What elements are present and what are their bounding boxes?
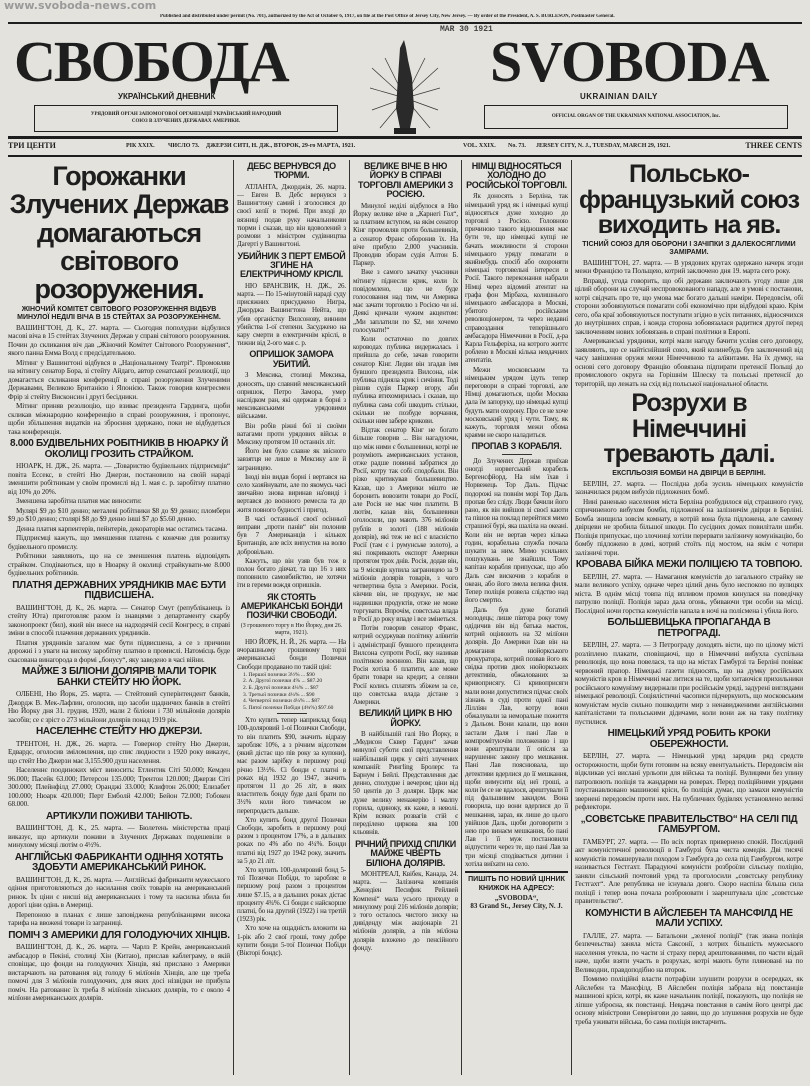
- article-headline: ПОМІЧ З АМЕРИКИ ДЛЯ ГОЛОДУЮЧИХ ХІНЦІВ.: [8, 929, 230, 941]
- dateline-bar: [8, 141, 802, 153]
- news-article: [575, 729, 803, 812]
- official-organ-en: OFFICIAL ORGAN OF THE UKRAINIAN NATIONAL ASSOCIATION, Inc.: [551, 113, 721, 119]
- dateline-top-rule: [8, 136, 802, 139]
- article-paragraph: Мітинг у Вашингтоні відбувся в „Національному Театрі“. Промовляв на мітингу сенатор Бора, зі стейту Айдаго, автор сенатської резолюції, що домагається скликання конференції в справі розоруження Злученими Державами, Великою Британією і Японією. Також говорив конгресмен Фрір зі стейту Висконсин і другі бесідники.: [8, 358, 230, 401]
- article-paragraph: Перепоною в планах є лише заповіджена републіканцями висока тарифа на ввожені товари із заграниці.: [8, 910, 230, 928]
- article-headline: ОПРИШОК ЗАМОРА УБИТИЙ.: [249, 349, 334, 369]
- news-article: [575, 909, 803, 1027]
- article-paragraph: Вправді, угода говорить, що обі держави заключають угоду лише для цілий оборони на случай неспровокованого нападу, але в умові є постанови, котрі свідчать про те, що умова має богато дальші наміри. Передовсім, обі сторони зобовязуються помагати собі економічно при відбудові краю. Крім сего, оба краї зобовязуються поступати згідно в усіх питаннях, відносячихся до внутрішних справ, і кожда сторона зобовязалася радитися другої перед заключенням нових зобовязань в справі політики в Европі.: [575, 276, 803, 336]
- statue-of-liberty-emblem-icon: [370, 38, 440, 143]
- article-paragraph: ГАМБУРГ, 27. марта. — По всіх портах привернено спокій. Послідний акт комуністичної революції в Гамбурзі була чиста комедія. Дві тисячі комуністів помашерували походом з Гамбурга до села під Гамбургом, котре називається Гестгахт. Парадуючі комуністи розброїли сільську поліцію, заняли сільський почтовий уряд та проголосили „совєтську републику Гестгахт“. Але република не існувала довго. Скоро наспіла більша сила поліції і тепер вона почала розброювати і заарештувала цілє „совєтське правительство“.: [575, 837, 803, 906]
- article-paragraph: Робітники заявляють, що на се зменшення платень відповідять страйком. Сподіваються, що в Нюарку й околиці страйкувати-ме 8.000 будівельних робітників.: [8, 552, 230, 578]
- bond-price-item: 4. Четвертої позички 4¼% ... $87: [243, 698, 320, 705]
- news-article: [465, 162, 568, 439]
- issue-number-uk: ЧИСЛО 73.: [168, 143, 200, 149]
- article-paragraph: Відтак сенатор Кінг не богато більше говорив ... Він нагадуючи, що між ними є большевики, котрі не розуміють американських установ, отже радше повинні забратися до Росії, котру так собі сподобали. Він різко критикував большевицтво. Казав, що з Америки мішто не боронить вовозити товари до Росії, але Росія не має чим платити. В лютім, казав він, большевики оголосили, що мають 376 мілїонів рублів в золоті (188 мілїонів долярів), які теж не всі є власністю Росії (там є і румунське золото), а які покривають експорт Америки протягом трох днів. Росія, додав він, за 9 місяців купила заграницею за 9 мілїонів долярів товарів, з чого четвертина була з Америки. Росія, кінчив він, не продукує, не має надвишки продуктів, отже не може торгувати. Впрочім, совєтська влада в Росії до року впаде і все змінеться.: [353, 426, 458, 623]
- article-paragraph: ВАШИНГТОН, Д. К., 26. марта. — Сенатор Смут (републіканець із стейту Юта) приготовляє разом із знавцями з департаменту скарбу законопроект (бил), який він внесе на надходячій сесії Конгресу, в справі зміни в способі плачення державних урядників.: [8, 603, 230, 638]
- article-paragraph: Він робів ріжні бої зі своїми ватагами проти урядових військ в Мексику протягом 10 останніх літ.: [237, 421, 346, 446]
- article-headline: ДЕБС ВЕРНУВСЯ ДО ТЮРМИ.: [247, 161, 336, 181]
- column-divider: [349, 160, 350, 1075]
- article-headline: БОЛЬШЕВИЦЬКА ПРОПАГАНДА В ПЕТРОГРАДІ.: [607, 617, 771, 639]
- news-article: [8, 581, 230, 665]
- news-article: [575, 560, 803, 615]
- article-paragraph: ГАЛЛЕ, 27. марта. — Батальони „зеленої поліції“ (так звана поліція безпечеьства) заняла міста Саксонії, з котрих більшість мужеського населення утекла, по части зі страху перед арештованнями, по части відай наче, щоби взяти участь в розрухах, котрі мають бути пляновані на по Великодни, правдоподібно на второк.: [575, 931, 803, 974]
- subtitle-ukrainian-daily-uk: УКРАЇНСЬКИЙ ДНЕВНИК: [118, 92, 216, 101]
- article-paragraph: Помимо поліційні власти потрафіли злушити розрухи в осередках, як Айслебен та Мансфілд. В Айслебен поліція забрала від повстанців машинові кріси, котрі, як каже начальник поліції, показують, що поліція не ліпше узброєна, як повстанці. Невдача повстання в самім його центрі дає основу міністрови Северінгови до заяви, що до злушення розрухів не буде треба уживати війська, бо сама поліція вистарчить.: [575, 975, 803, 1026]
- article-headline: АНГЛІЙСЬКІ ФАБРИКАНТИ ОДІННЯ ХОТЯТЬ ЗДОБУТИ АМЕРИКАНСЬКИЙ РИНОК.: [14, 851, 224, 874]
- news-article: [8, 812, 230, 850]
- article-paragraph: БЕРЛІН, 27. марта. — Німецький уряд зарядив ряд средств осторожности, щоби бути готовим на всяку евентуальність. Передовсім він відкликав усі вислані урльопи для війська та поліції. Вулицями без упину патролюють поліція та жандарми на роверах. Перед поліційними урядами поустанавлювано машинові кріси, бо поліція думає, що замахи комуністів звернені передовсім проти них. На публичних будівлях установлено великі рефлектори.: [575, 752, 803, 812]
- news-article: [575, 815, 803, 906]
- official-organ-box-uk: [34, 105, 338, 132]
- article-headline: „СОВЄТСЬКЕ ПРАВИТЕЛЬСТВО“ НА СЕЛІ ПІД ГАМБУРГОМ.: [580, 813, 798, 836]
- article-headline: Горожанки Злучених Держав домагаються світового розоружения.: [9, 161, 229, 305]
- column-5: [575, 160, 803, 1029]
- news-article: [237, 593, 346, 958]
- news-article: [575, 618, 803, 726]
- headline-rule: [502, 454, 532, 455]
- article-paragraph: ВАШИНГТОН, Д. К., 25. марта. — Бюлетень міністерства праці виказує, що артикули поживи в Злучених Державах подешевіли в минулому місяці лютім о 4½%.: [8, 824, 230, 850]
- list-rule: [277, 713, 307, 714]
- article-paragraph: Хто купить бонд другої Позички Свободи, заробить в першому році разом з процентом 17%, а в дальших роках по 4% або по 4¼%. Бонди платні від 1927 до 1942 року, значить за 5 до 21 літ.: [237, 815, 346, 865]
- article-paragraph: Хто купить 100-доляровий бонд 5-тої Позички Побіди, то заробляє в першому році разом з процентом лише $7.15, а в дальших роках дістає проценту 4¾%. Сі бонди є найскорше платні, бо на другий (1922) і на третій (1923) рік.: [237, 865, 346, 924]
- article-paragraph: Вже з самого зачатку учасники мітингу піднесли крик, коли їх повідомлено, що не буде голосовання над тим, чи Америка має зачати торговлю з Росією чи ні. Деякі кричали чужим акцентом: „Ми заплатили по $2, ми хочемо голосувати!“: [353, 268, 458, 334]
- article-paragraph: Коли остаточно по довгих короводах публика видержалась і прийшла до себе, зачав говорити сенатор Кінг. Ледви він згадав імя бувшого президента Вилсона, ніж публика підняла крик і сичіння. Тоді рішив судія Паркер вгору, аби публика втихомирилась і сказав, що публика сама собі шкодить стільки, скільки не позбуде ворчання, скільки ним забере крикови.: [353, 335, 458, 426]
- watermark: www.svoboda-news.com: [4, 0, 157, 12]
- article-paragraph: Підприємці кажуть, що зменшення платень є конечне для розвитку будівельного промислу.: [8, 534, 230, 551]
- article-paragraph: З Мексика, столиці Мексика, доносять, що славний мексиканський опришок, Петро Замора, умер наслідком ран, які одержав в борні з мексиканськими урядовими військами.: [237, 371, 346, 421]
- price-uk: ТРИ ЦЕНТИ: [8, 141, 56, 150]
- news-article: [8, 439, 230, 578]
- article-paragraph: АТЛАНТА, Джорджія, 26. марта. — Евген В. Дебс вернувся з Вашингтону самий і зголосився до своєї келії в тюрмі. При вході до вязниці подав руку начальникови тюрми і сказав, що він вдоволений з розмови з міністром судівництва Дагерті у Вашингтоні.: [237, 182, 346, 249]
- article-headline: РІЧНИЙ ПРИХІД СПІЛКИ МАЙЖЕ ЧВЕРТЬ БІЛІОНА ДОЛЯРІВ.: [355, 838, 456, 868]
- news-article: [353, 840, 458, 952]
- article-headline: ВЕЛИКИЙ ЦИРК В НЮ ЙОРКУ.: [359, 708, 452, 728]
- article-paragraph: Його імя було славне як звісного завзятця не лише в Мексику але й заграницею.: [237, 447, 346, 472]
- article-paragraph: Кажуть, що він узяв був теж в полон богато дівчат, та що 16 з них поповнило самовбийство, не хотячи іти в гереми вождя опришків.: [237, 556, 346, 590]
- article-paragraph: БЕРЛІН, 27. марта. — Послідна доба зусиль німецьких комуністів зазначилася рядом вибухів підложених бомб.: [575, 479, 803, 497]
- article-headline: КРОВАВА БІЙКА МЕЖИ ПОЛІЦІЄЮ ТА ТОВПОЮ.: [575, 559, 803, 571]
- column-divider: [233, 160, 234, 1075]
- article-paragraph: Минулої неділі відбулося в Ню Йорку велике віче в „Карнегі Гол“, за платним вступом, на якім сенатор Кінг промовляв проти большевиків, а сенатор Франс оборонив їх. На віче прибуло 2,000 учасників. Проводив зборам судія Алтон Б. Паркер.: [353, 201, 458, 268]
- article-paragraph: В часі останньої своєї осінньої виправи „проти панів“ він полонив був 7 Американців і кількох Британців, але всіх випустив на волю добровільно.: [237, 514, 346, 556]
- subtitle-ukrainian-daily-en: UKRAINIAN DAILY: [580, 92, 658, 101]
- article-headline: Польсько-французький союз виходить на яв.: [578, 160, 800, 239]
- article-paragraph: Денна платня карпентерів, пейнтерів, декораторів має остатись тасама.: [16, 524, 228, 533]
- article-paragraph: БЕРЛІН, 27. марта. — Намагання комуністів до загального страйку не мали великого успіху, одначе через цілий день було неспокою по вулицях міста. В однім місці товпа під впливом промов кинулася на поведічку патрулю поліції. Поліція зараз дала огонь, убиваючи три особи на місці. Послідної ночи горстка комуністів напала в ночі на полісмена і убила його.: [575, 572, 803, 615]
- article-paragraph: Зменшена заробітна платня має виносити:: [16, 497, 142, 506]
- column-divider: [461, 160, 462, 1075]
- article-headline: АРТИКУЛИ ПОЖИВИ ТАНІЮТЬ.: [45, 810, 193, 822]
- article-headline: УБИЙНИК З ПЕРТ ЕМБОЙ ЗГИНЕ НА ЕЛЕКТРИЧНОМУ КРІСЛІ.: [237, 250, 346, 280]
- article-paragraph: Як доносять з Берліна, так німецький уряд як і німецькі купці відносяться дуже холодно до торговлі з Росією. Головною причиною такого відношення має бути те, що німецькі купці не бачать можливости зі сторони німецького уряду помагати в якийнебудь спосіб або охороняти німецькі торговельні інтереси в Росії. Такого переконання набрали Німці через відомий атентат на графа фон Мірбаха, колишнього німецького амбасадора в Москві, убитого російським революціонером, та через недавні справоздання теперішнього амбасадора Німеччини в Росії, д-ра Карла Гельферіха, на котрого життє роблено в Москві кілька невдачних атентатів.: [465, 192, 568, 365]
- issue-number-en: No. 73.: [508, 143, 526, 149]
- column-4: [465, 160, 568, 911]
- article-paragraph: Межи московським та німецьким урядом ідуть тепер переговори в справі торговлі, але Німці домагаються, щоби Москва дала їм запоруку, що німецькі купці будуть мати охорону. Про се не хоче московський уряд і чути. Тому, як кажуть, торговля межи обома краями не скоро наладиться.: [465, 365, 568, 440]
- news-article: [575, 162, 803, 388]
- article-paragraph: ВАШИНГТОН, Д. К., 26. марта. — Чарлз Р. Крейн, американський амбасадор в Пекіні, столиці Хін (Китаю), прислав каблеграму, в якій сповіщає, що фонди на голодуючих Хінців, які прислано з Америки вистарчають на ратовання від голоду 6 мілїонів Хінців, але ще треба помочі для 3 мілїонів голодуючих, для яких досі нізвідки не прибула поміч. На ратованнє їх треба 8 мілїонів хінських долярів, то є около 4 мілїони американських долярів.: [8, 943, 230, 1003]
- news-article: [575, 391, 803, 557]
- official-organ-line2: СОЮЗ В ЗЛУЧЕНИХ ДЕРЖАВАХ АМЕРИКИ.: [131, 118, 241, 124]
- article-headline: ПРОПАВ З КОРАБЛЯ.: [471, 441, 562, 452]
- article-source-note: (З грошевого торгу в Ню Йорку, дня 26. марта, 1921).: [240, 622, 343, 636]
- year-uk: РІК XXIX.: [126, 143, 155, 149]
- article-paragraph: Американські урядники, котрі мали нагоду бачити услівя сего договору, заявляють, що се найтіснійший союз, який колинебудь був заключений від часу завішення оружя межи Німеччиною та алїянтами. На їх думку, на основі сего договору Францію обовязана підпирати претенсії Польщі до промислового округа на Горішнім Шлеску та польські претенсії до територій, що лежать на схід від польської національної области.: [575, 337, 803, 388]
- bond-price-item: 1. Першої позички 3½% ... $90: [243, 671, 315, 678]
- news-article: [353, 709, 458, 837]
- bond-price-item: 3. Третьої позички 4¼% ... $90: [243, 691, 315, 698]
- article-headline: 8.000 БУДІВЕЛЬНИХ РОБІТНИКІВ В НЮАРКУ Й ОКОЛИЦІ ГРОЗИТЬ СТРАЙКОМ.: [9, 438, 228, 460]
- article-headline: НІМЕЦЬКИЙ УРЯД РОБИТЬ КРОКИ ОБЕРЕЖНОСТИ.: [607, 728, 771, 750]
- article-paragraph: Мулярі $9 до $10 денно; металеві робітники $8 до $9 денно; пломбери $9 до $10 денно; столярі $8 до $9 денно інші $7 до $5.60 денно.: [8, 506, 230, 524]
- title-latin: SVOBODA: [490, 29, 769, 94]
- article-headline: ПЛАТНЯ ДЕРЖАВНИХ УРЯДНИКІВ МАЄ БУТИ ПІДВИСШЕНА.: [12, 579, 226, 602]
- ad-address: 83 Grand St., Jersey City, N. J.: [470, 902, 563, 911]
- price-en: THREE CENTS: [745, 141, 802, 150]
- news-article: [8, 931, 230, 1003]
- official-organ-line1: УРЯДОВИЙ ОРГАН ЗАПОМОГОВОЇ ОРГАНІЗАЦІЇ УКРАЇНСЬКИЙ НАРОДНИЙ: [90, 112, 282, 117]
- article-paragraph: В найбільшій галі Ню Йорку, в „Медисон Сквер Гарден“ зачав минулої суботи свої представлення найбільший цирк у світі злучених компаній: Рингling Бролерс та Барнум і Бейлі. Представлення дає денно, сполудне і вечером; ціни від 50 центів до 3 доляри. Цирк має дуже велику менажерію і малпу горила, одиноку, як каже, в неволі. Крім всяких розвагів стій є переділено циркова ява 100 кльовнів.: [353, 730, 458, 837]
- date-en: JERSEY CITY, N. J., TUESDAY, MARCH 29, 1921.: [536, 143, 671, 149]
- article-paragraph: БЕРЛІН, 27. марта. — З Петрограду доходять вісти, що по цілому місті розліплено плакати, сповіщаючі, що в Німеччині вибухла суспільна революція, що вона повелася, та що на містах Гамбурзі та Берліні повіває червоний прапор. Німецькі газети підносять, що на думку російських комуністів кров в Німеччині має литися на те, щоби хитаючіся прихильники російського комунізму видержали при російськім уряді, задурені виглядами німецької революції. Соціялістичні часописи підчеркують, що московським комуністам мусів сильно пошкодити мир з ненавидженими англійськими капіталістами та польськими дідичами, коли вони аж на таку політику пустилися.: [575, 641, 803, 726]
- title-cyrillic: СВОБОДА: [14, 29, 288, 94]
- article-paragraph: НЮ БРАНСВИК, Н. ДЖ., 26. марта. — По 15-мінутовій нараді суду присяжних присуджено Нигра, Джорджа Вашингтона Нейта, що убив органістку Вилсонову, винним убийства 1-ої степени. Засуджено на кару смерти в електричнім кріслі, в тижни від 2-ого мая с. р.: [237, 281, 346, 348]
- article-headline: МАЙЖЕ 3 БІЛІОНИ ДОЛЯРІВ МАЛИ ТОРІК БАНКИ СТЕЙТУ НЮ ЙОРК.: [21, 666, 217, 688]
- news-article: [237, 252, 346, 348]
- article-paragraph: ТРЕНТОН, Н. ДЖ., 26. марта. — Говернор стейту Ню Джерзи, Едвардс, оголосив зміломлення, що спис людности з 1920 року виказує, що стейт Ню Джерзи має 3,155.900 душ населення.: [8, 739, 230, 765]
- article-paragraph: ОЛБЕНІ, Ню Йорк, 25. марта. — Стейтовий суперінтендент банків, Джордж В. Мек-Лафлин, оголосив, що засоби щадничих банків в стейті Ню Йорку дня 31. грудня, 1920, мали 2 біліони і 730 мільйонів долярів засобів; се є зріст о 273 мільйони долярів понад 1919 рік.: [8, 690, 230, 724]
- official-organ-box-en: [484, 105, 788, 129]
- news-article: [237, 162, 346, 249]
- article-paragraph: НЮАРК, Н. ДЖ., 26. марта. — „Товариство будівельних підприємців“ повіта Ессекс, в стейті Ню Джерзи, постановило на своїй нараді зменшити робітникам у своїм промислі від 1. мая с. р. заробітну платню від 10% до 20%.: [8, 462, 230, 496]
- article-paragraph: До Злучених Держав приїхав оногді норвегський корабель Бергенсфйорд. На нім їхав і Норвежець Тор Даль. Підчас подорожі на повнім морі Тор Даль пропав без сліду. Люди бачили його рано, як він вийшов зі своєї каюти та пішов на поклад перейтися мимо страшної бурі, яка шаліла на океані. Коли він не вертав через кілька годин, корабельна служба почала шукати за ним. Мимо усильних пошукувань не знайшли. Тому капітан корабля припускає, що або Даль сам вискочив з корабля в океан, або його змела велика филя. Тепер поліція розвела слідство над його смертю.: [465, 456, 568, 605]
- bond-price-item: 2. А. Другої позички 4% ... $87.20: [243, 678, 323, 685]
- column-1: [8, 160, 230, 1006]
- article-headline: НІМЦІ ВІДНОСЯТЬСЯ ХОЛОДНО ДО РОСІЙСЬКОЇ ТОРГОВЛІ.: [466, 161, 567, 190]
- article-headline: КОМУНІСТИ В АЙСЛЕБЕН ТА МАНСФІЛД НЕ МАЛИ УСПІХУ.: [585, 907, 793, 930]
- article-paragraph: ВАШИНГТОН, 27. марта. — В урядових кругах одержано начерк згоди межи Францією та Польщею, котрий заключено дня 19. марта сего року.: [575, 258, 803, 276]
- column-3: [353, 160, 458, 955]
- article-subheadline: ЕКСПЛЬОЗІЯ БОМБИ НА ДВІРЦИ В БЕРЛІНІ.: [612, 469, 766, 477]
- article-subheadline: ЖІНОЧИЙ КОМІТЕТ СВІТОВОГО РОЗОРУЖЕННЯ ВІДБУВ МИНУЛОЇ НЕДІЛІ ВІЧА В 15 СТЕЙТАХ ЗА РОЗОРУЖЕННЄМ.: [17, 305, 221, 321]
- article-headline: НАСЕЛЕННЄ СТЕЙТУ НЮ ДЖЕРЗИ.: [36, 726, 202, 738]
- bond-price-item: 2. Б. Другої позички 4¼% ... $87: [243, 684, 319, 691]
- article-paragraph: Даль був дуже богатий молодець; лише півтора року тому одідичив він від батька маєток, котрий оцінюють на 32 мілїони долярів. До Америки їхав він на домагання нюйоркського прокуратора, котрий позвав його як свідка против двох нюйоркських детективів, обжалованих за кривоприсягу. Сі кривоприсяги мали вони допуститися підчас своїх зізнань в суді проти одної пані Лілліян Лав, котру вони обжалували за неморальне пожиття з Дальом. Вони казали, що вони застали Даля і пані Лав в компромітуючім положенню і що вони арештували її опісля за нарушеннє закону про мешкання. Пані Лав пояснювала, що детективи вдерлися до її мешкання, щоби вимусити від неї гроші, а коли їм се не вдалося, арештували її під фальшивим закидом. Вона говорила, що вони вдерлися до її мешкання, зараз, як лише до цього увійшов Даль, щоби договорити з нею про винаєм мешкання, бо пані Лав і її муж постановили відпустити через те, що пані Лав за три місяці сподівається дитини і хотіла виїхати на село.: [465, 605, 568, 868]
- article-paragraph: Платня урядників загалом має бути підвисшена, а се з причини дорожні і з уваги на високу заробітну платню в промислі. Натомісць буде скасована винагорода в формі „бонусу“, яку заведено в часі війни.: [8, 638, 230, 664]
- ad-text: ПИШІТЬ ПО НОВИЙ ЦІННИК КНИЖОК НА АДРЕСУ:: [468, 876, 565, 892]
- article-subheadline: ТІСНИЙ СОЮЗ ДЛЯ ОБОРОНИ І ЗАЧІПКИ З ДАЛЕКОСЯГЛИМИ ЗАМІРАМИ.: [582, 240, 796, 256]
- news-article: [8, 162, 230, 436]
- volume-en: VOL. XXIX.: [463, 143, 496, 149]
- news-article: [237, 350, 346, 589]
- news-article: [353, 162, 458, 706]
- article-paragraph: ВАШИНГТОН, Д. К., 26. марта. — Англійські фабриканти мужеського одіння приготовляються до насилання своїх товарів на американський ринок. Їх ціни є нисші від американських і тому та насилка збила би дорогі ціни одінь в Америці.: [8, 875, 230, 910]
- bond-price-list: [243, 672, 346, 712]
- bond-price-item: 5. Пятої позички Побіди (4¾%) $97.60: [243, 704, 334, 711]
- column-divider: [571, 160, 572, 1075]
- date-uk: ДЖЕРЗИ СИТІ, Н. ДЖ., ВТОРОК, 29-го МАРТА, 1921.: [206, 143, 356, 149]
- article-paragraph: НЮ ЙОРК, Н. Й., 26. марта. — На вчорашньому грошевому торзі американські бонди Позички Свободи продавано по такій ціні:: [237, 637, 346, 671]
- received-date-stamp: MAR 30 1921: [440, 25, 493, 34]
- column-2: [237, 160, 346, 960]
- article-paragraph: Хто хоче на ощадність вложити на 1-рік або 2 свої гроші, тому добре купити бонди 5-тої Позички Побіди (Вікторі бондс).: [237, 924, 346, 957]
- article-paragraph: Населеннє поодиноких міст виносить: Етлентик Сіті 50.000; Кемден 96.000; Пасейк 63.000; Петерсон 135.000; Трентон 120.000; Джерзи Сіті 300.000; Плейнфілд 27.000; Оранджі 33.000; Клифтон 26.000; Елизабет 100.000; Нюарк 420.000; Перт Емболй 42.000; Бейон 72.000; Гобокен 68.000.: [8, 766, 230, 809]
- article-paragraph: ВАШИНГТОН, Д. К., 27. марта. — Сьогодня пополудни відбулися масові віча в 15 стейтах Злучених Держав у справі світового розоружения. Почин до скликання віч дав „Жіночий Комітет Світового Розоружения“, якого панна Емма Волд є предсідателькою.: [8, 323, 230, 358]
- news-article: [465, 442, 568, 868]
- news-article: [8, 727, 230, 809]
- article-paragraph: МОНТРЕАЛ, Квібек, Канада, 24. марта. — Залізнича компанія „Кенедіен Песифик Рейлвей Компені“ мала усього приходу в минулому році 216 мілїонів долярів; з того осталось чистого зиску на дивіденду між акціонарів 21 мілїонів долярів, а пів мілїона долярів вложено до пенсійного фонду.: [353, 869, 458, 952]
- article-headline: ЯК СТОЯТЬ АМЕРИКАНСЬКІ БОНДИ ПОЗИЧКИ СВОБОДИ.: [240, 591, 343, 621]
- book-catalog-ad: [465, 871, 568, 911]
- postal-permit-notice: Published and distributed under permit (No. 701), authorized by the Act of October 6, 1917, on file at the Post Office of Jersey City, New Jersey. — By order of the President, A. S. BURLESON, Postmaster General.: [160, 14, 615, 19]
- news-article: [8, 667, 230, 724]
- article-headline: Розрухи в Німеччині тревають далі.: [603, 389, 775, 469]
- article-paragraph: Потім говорив сенатор Франс, котрий осуджував політику алїянтів і адміністрації бувшого президента Вилсона супроти Росії, яку називав політикою воєнною. Він казав, що Росія хотіла б платити, але може брати товари на кредит, а селяни Росії колись сплатять збіжем за се, що совєтська влада дістане з Америки.: [353, 624, 458, 706]
- ad-name: „SVOBODA“,: [494, 893, 539, 902]
- article-headline: ВЕЛИКЕ ВІЧЕ В НЮ ЙОРКУ В СПРАВІ ТОРГОВЛІ АМЕРИКИ З РОСІЄЮ.: [357, 161, 454, 200]
- article-paragraph: Мітинг приняв резолюцію, що взиває президента Гардинга, щоби скликав міжнародню конференцію в справі розоружения, і пропонує, щоби збільшення видатків на зброєння здержано, поки не відбудеться така конференція.: [8, 402, 230, 436]
- masthead-top-rule: [8, 22, 802, 24]
- news-article: [8, 853, 230, 928]
- article-paragraph: Нині раненько населення міста Берліна розбудилося від страшного гуку, спричиненого вибухом бомби, підложеної на залізничім двірци в Берліні. Бомба знищила зовсім комнату, в котрій вона була підложена, але самому двірцеви не зробила більшої шкоди. По сусідних домах повилітали шиби. Поліція припускає, що злочинці хотіли перервати залізничу комунікацію, бо бомбу підложено в домі, котрий стоїть під мостом, на якім є чотири залізничі тори.: [575, 497, 803, 557]
- article-paragraph: Іноді він видав борні і вертався на село хазяйнувати, але по якомусь часі звичайно знова виринав на'овиді і вертався до воєнного ремесла та до житя повного будності і пригод.: [237, 472, 346, 514]
- article-paragraph: Хто купить тепер наприклад бонд 100-доляровий 1-ої Позички Свободи, то він платить $90, значить відразу заробляє 10%, а з річним відсотком (який дістає що пів року за купони), має разом зарібку в першому році річно 13½%. Сі бонди є платні в роках від 1932 до 1947, значить протягом 11 до 26 літ, в яких властитель бонду буде далі брати по 3½% коли його тимчасом не перепродасть дальше.: [237, 716, 346, 815]
- dateline-bottom-rule: [8, 155, 802, 157]
